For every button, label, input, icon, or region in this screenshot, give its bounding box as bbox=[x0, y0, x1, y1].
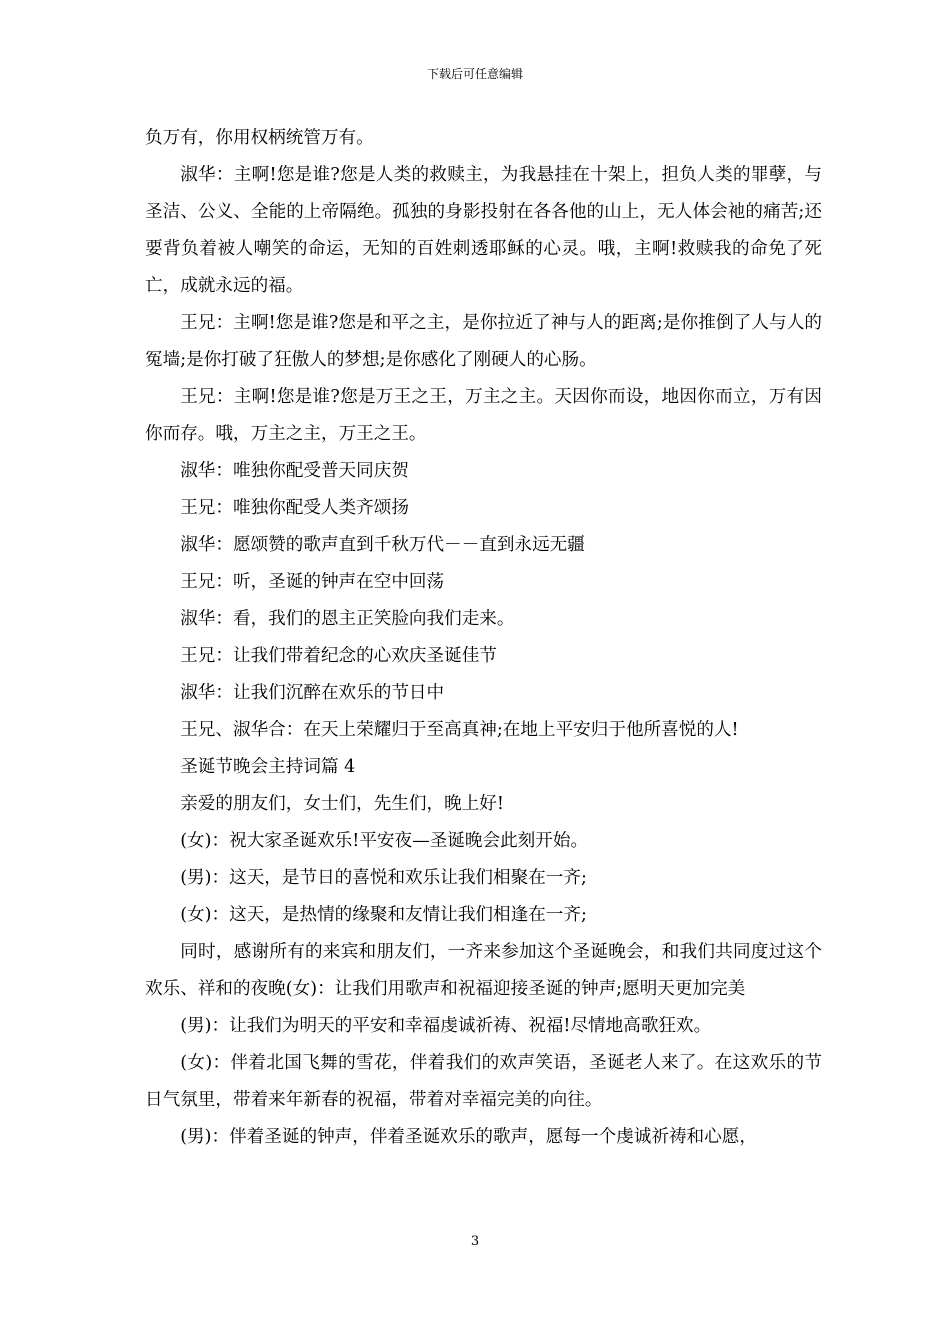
paragraph: (女)：祝大家圣诞欢乐!平安夜—圣诞晚会此刻开始。 bbox=[180, 831, 589, 851]
paragraph: 淑华：唯独你配受普天同庆贺 bbox=[180, 461, 409, 481]
page-number: 3 bbox=[470, 1234, 480, 1249]
paragraph: (女)：伴着北国飞舞的雪花，伴着我们的欢声笑语，圣诞老人来了。在这欢乐的节日气氛里，带着来年新春的祝福，带着对幸福完美的向往。 bbox=[145, 1053, 822, 1110]
page-header: 下载后可任意编辑 bbox=[426, 67, 523, 81]
paragraph: 淑华：愿颂赞的歌声直到千秋万代－－直到永远无疆 bbox=[180, 535, 585, 555]
paragraph: 王兄：听，圣诞的钟声在空中回荡 bbox=[180, 572, 445, 592]
paragraph: 淑华：看，我们的恩主正笑脸向我们走来。 bbox=[180, 609, 515, 629]
section-heading: 圣诞节晚会主持词篇 4 bbox=[180, 757, 356, 777]
paragraph: 淑华：让我们沉醉在欢乐的节日中 bbox=[180, 683, 445, 703]
paragraph: 王兄：主啊!您是谁?您是万王之王，万主之主。天因你而设，地因你而立，万有因你而存。哦，万主之主，万王之王。 bbox=[145, 387, 822, 444]
paragraph: 同时，感谢所有的来宾和朋友们，一齐来参加这个圣诞晚会，和我们共同度过这个欢乐、祥和的夜晚(女)：让我们用歌声和祝福迎接圣诞的钟声;愿明天更加完美 bbox=[145, 942, 822, 999]
paragraph: 负万有，你用权柄统管万有。 bbox=[145, 128, 374, 148]
paragraph: 淑华：主啊!您是谁?您是人类的救赎主，为我悬挂在十架上，担负人类的罪孽，与圣洁、公义、全能的上帝隔绝。孤独的身影投射在各各他的山上，无人体会祂的痛苦;还要背负着被人嘲笑的命运，无知的百姓刺透耶稣的心灵。哦，主啊!救赎我的命免了死亡，成就永远的福。 bbox=[145, 165, 822, 296]
paragraph: (男)：这天，是节日的喜悦和欢乐让我们相聚在一齐; bbox=[180, 868, 587, 888]
paragraph: 王兄：主啊!您是谁?您是和平之主，是你拉近了神与人的距离;是你推倒了人与人的冤墙;是你打破了狂傲人的梦想;是你感化了刚硬人的心肠。 bbox=[145, 313, 822, 370]
paragraph: 王兄：唯独你配受人类齐颂扬 bbox=[180, 498, 409, 518]
paragraph: 王兄：让我们带着纪念的心欢庆圣诞佳节 bbox=[180, 646, 497, 666]
paragraph: (男)：伴着圣诞的钟声，伴着圣诞欢乐的歌声，愿每一个虔诚祈祷和心愿， bbox=[180, 1127, 757, 1147]
paragraph: 亲爱的朋友们，女士们，先生们，晚上好! bbox=[180, 794, 504, 814]
document-body bbox=[145, 120, 822, 1156]
paragraph: (女)：这天，是热情的缘聚和友情让我们相逢在一齐; bbox=[180, 905, 587, 925]
paragraph: (男)：让我们为明天的平安和幸福虔诚祈祷、祝福!尽情地高歌狂欢。 bbox=[180, 1016, 712, 1036]
paragraph: 王兄、淑华合：在天上荣耀归于至高真神;在地上平安归于他所喜悦的人! bbox=[180, 720, 739, 740]
